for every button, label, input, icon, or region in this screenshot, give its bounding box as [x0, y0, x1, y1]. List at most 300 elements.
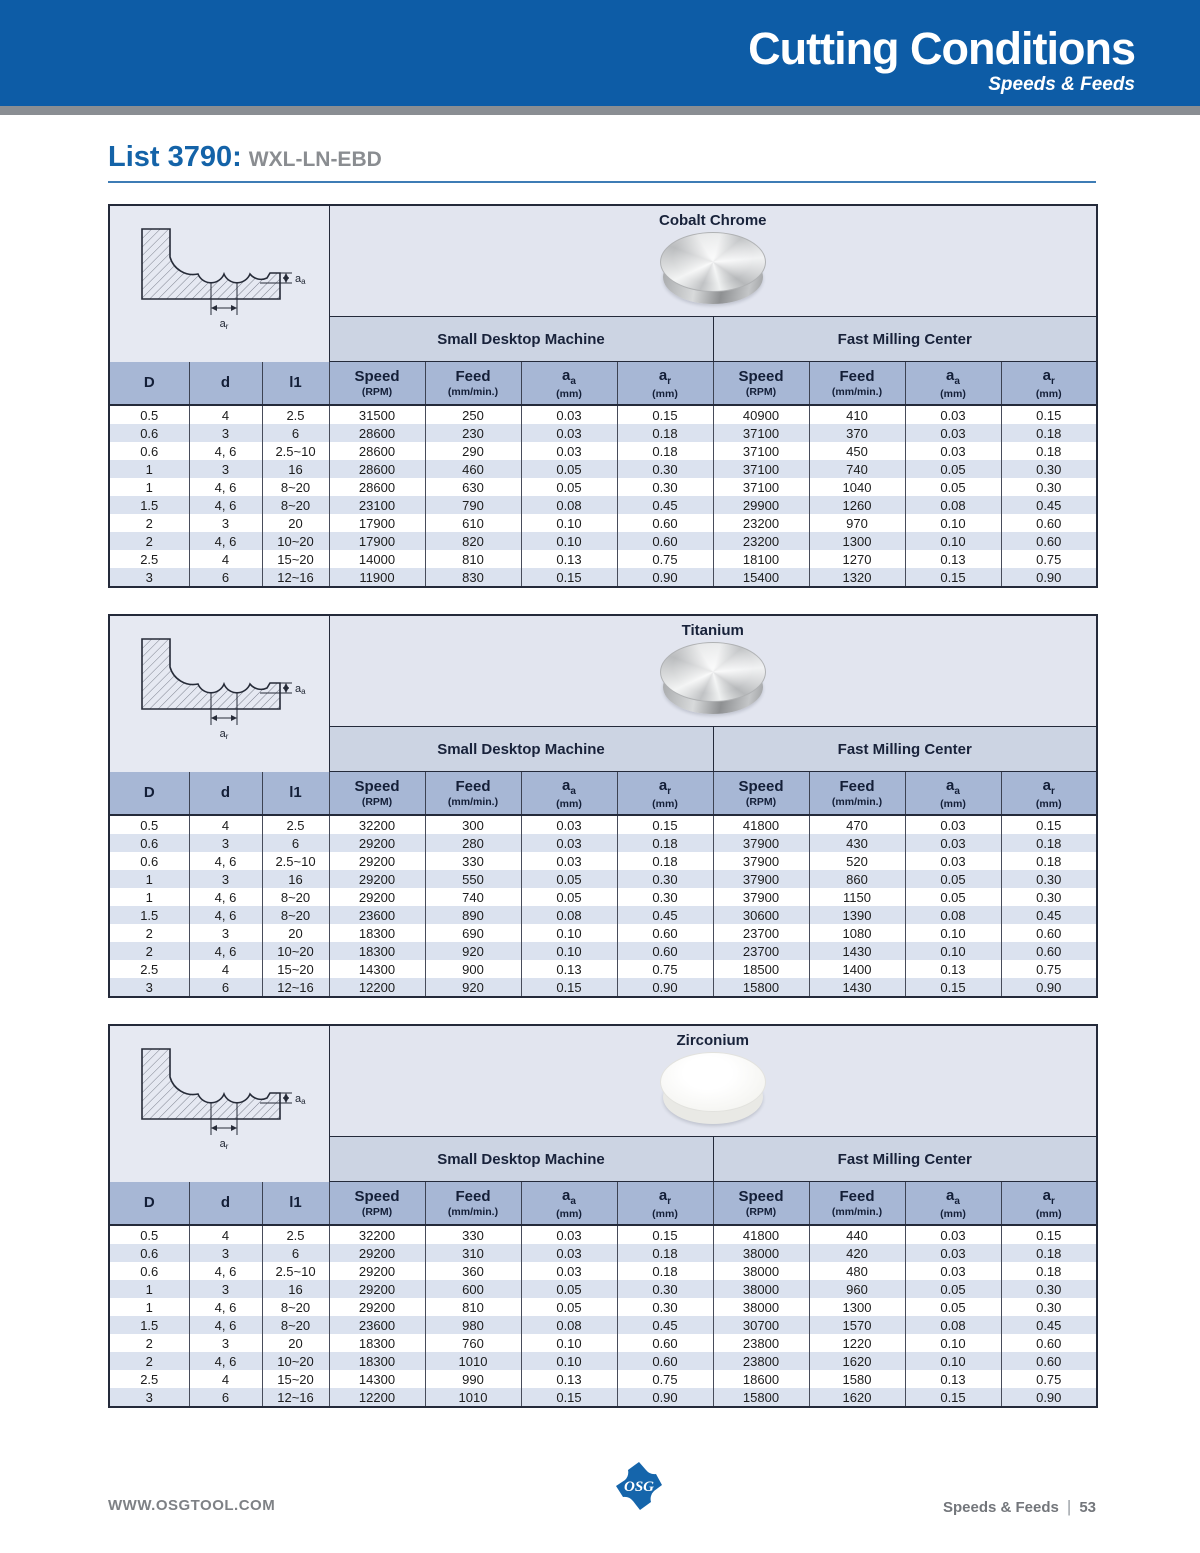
cell: 23100 [329, 496, 425, 514]
cell: 3 [189, 924, 262, 942]
cell: 10~20 [262, 532, 329, 550]
table-row [109, 1280, 1097, 1298]
cell: 1.5 [140, 497, 159, 513]
cell: 0.45 [1001, 906, 1097, 924]
cell: 15400 [713, 568, 809, 587]
machine-group-small-desktop: Small Desktop Machine [329, 317, 713, 362]
cell: 28600 [329, 460, 425, 478]
cell: 4, 6 [189, 532, 262, 550]
cell: 0.18 [1001, 852, 1097, 870]
cell: 0.03 [905, 852, 1001, 870]
cell: 15~20 [262, 550, 329, 568]
cell: 0.13 [905, 1370, 1001, 1388]
cell: 0.08 [905, 906, 1001, 924]
col-header-l1: l1 [262, 362, 329, 406]
cell: 0.30 [1001, 1280, 1097, 1298]
cell: 0.6 [140, 425, 159, 441]
cell: 23600 [329, 1316, 425, 1334]
cell: 0.18 [617, 424, 713, 442]
cell: 41800 [713, 815, 809, 834]
logo-text: OSG [623, 1479, 655, 1495]
cell: 0.18 [617, 1244, 713, 1262]
cell: 860 [809, 870, 905, 888]
cell: 430 [809, 834, 905, 852]
cell: 0.60 [1001, 1334, 1097, 1352]
cell: 0.75 [1001, 550, 1097, 568]
cell: 20 [262, 1334, 329, 1352]
cell: 1580 [809, 1370, 905, 1388]
cell: 0.30 [1001, 870, 1097, 888]
cell: 0.30 [617, 888, 713, 906]
cell: 2.5~10 [262, 852, 329, 870]
cell: 0.15 [1001, 1225, 1097, 1244]
cell: 32200 [329, 815, 425, 834]
cell: 0.75 [1001, 1370, 1097, 1388]
cell: 20 [262, 514, 329, 532]
cell: 0.13 [905, 550, 1001, 568]
cell: 900 [425, 960, 521, 978]
cell: 0.18 [1001, 424, 1097, 442]
cell: 2 [145, 533, 153, 549]
cell: 6 [189, 1388, 262, 1407]
cell: 0.15 [521, 1388, 617, 1407]
table-row [109, 978, 1097, 997]
cell: 4, 6 [189, 1316, 262, 1334]
series-name: WXL-LN-EBD [248, 148, 382, 171]
cell: 1300 [809, 1298, 905, 1316]
cell: 0.60 [1001, 532, 1097, 550]
cell: 3 [145, 1389, 153, 1405]
cell: 38000 [713, 1262, 809, 1280]
cell: 810 [425, 550, 521, 568]
table-row [109, 405, 1097, 424]
cell: 0.08 [521, 906, 617, 924]
cell: 10~20 [262, 1352, 329, 1370]
col-header-speed-fast: Speed (RPM) [713, 1182, 809, 1226]
cell: 0.6 [140, 835, 159, 851]
col-header-l1: l1 [262, 1182, 329, 1226]
cell: 2.5 [140, 961, 159, 977]
cell: 0.15 [905, 1388, 1001, 1407]
page-heading [108, 141, 1096, 183]
cell: 0.18 [617, 442, 713, 460]
cell: 0.03 [521, 442, 617, 460]
cell: 4 [189, 815, 262, 834]
cell: 3 [189, 870, 262, 888]
cell: 0.60 [1001, 1352, 1097, 1370]
cell: 1260 [809, 496, 905, 514]
footer-website-link[interactable]: WWW.OSGTOOL.COM [108, 1497, 276, 1514]
col-header-speed-small: Speed (RPM) [329, 1182, 425, 1226]
col-header-speed-fast: Speed (RPM) [713, 772, 809, 816]
cell: 0.60 [617, 1334, 713, 1352]
cell: 310 [425, 1244, 521, 1262]
cell: 8~20 [262, 888, 329, 906]
cell: 29200 [329, 1280, 425, 1298]
cell: 1430 [809, 942, 905, 960]
aa-dim-label: aa [295, 1092, 306, 1106]
cell: 0.18 [617, 834, 713, 852]
table-row [109, 1316, 1097, 1334]
cell: 230 [425, 424, 521, 442]
cell: 14300 [329, 960, 425, 978]
table-row [109, 1244, 1097, 1262]
table-row [109, 852, 1097, 870]
cell: 2 [145, 943, 153, 959]
cell: 37100 [713, 460, 809, 478]
machine-group-small-desktop: Small Desktop Machine [329, 727, 713, 772]
cell: 290 [425, 442, 521, 460]
cell: 0.08 [905, 1316, 1001, 1334]
col-header-speed-small: Speed (RPM) [329, 362, 425, 406]
material-header [329, 205, 1097, 317]
aa-dim-label: aa [295, 682, 306, 696]
cell: 4, 6 [189, 478, 262, 496]
cell: 790 [425, 496, 521, 514]
cell: 2 [145, 1353, 153, 1369]
cell: 0.03 [905, 815, 1001, 834]
table-row [109, 960, 1097, 978]
cell: 1080 [809, 924, 905, 942]
cell: 4, 6 [189, 906, 262, 924]
cell: 0.03 [905, 834, 1001, 852]
cell: 0.30 [617, 478, 713, 496]
cell: 0.15 [617, 1225, 713, 1244]
cell: 630 [425, 478, 521, 496]
osg-logo-icon [614, 1459, 664, 1513]
cell: 410 [809, 405, 905, 424]
cell: 0.03 [521, 424, 617, 442]
table-row [109, 550, 1097, 568]
cell: 0.18 [1001, 1262, 1097, 1280]
table-row [109, 1388, 1097, 1407]
cell: 4, 6 [189, 888, 262, 906]
cell: 600 [425, 1280, 521, 1298]
cell: 0.30 [617, 460, 713, 478]
cell: 0.10 [905, 1334, 1001, 1352]
cell: 1220 [809, 1334, 905, 1352]
cell: 37900 [713, 888, 809, 906]
cell: 520 [809, 852, 905, 870]
cell: 0.6 [140, 1263, 159, 1279]
cell: 0.90 [617, 978, 713, 997]
table-row [109, 924, 1097, 942]
cell: 0.13 [905, 960, 1001, 978]
cell: 740 [425, 888, 521, 906]
cell: 0.10 [905, 532, 1001, 550]
cell: 0.15 [617, 405, 713, 424]
cell: 17900 [329, 532, 425, 550]
cell: 0.15 [521, 568, 617, 587]
cell: 0.5 [140, 817, 159, 833]
cell: 6 [262, 424, 329, 442]
cell: 12200 [329, 1388, 425, 1407]
cell: 0.10 [905, 514, 1001, 532]
cell: 0.10 [521, 514, 617, 532]
cell: 0.05 [905, 1280, 1001, 1298]
cell: 0.05 [905, 1298, 1001, 1316]
table-row [109, 888, 1097, 906]
cell: 280 [425, 834, 521, 852]
disc-face [660, 1052, 766, 1112]
table-row [109, 532, 1097, 550]
cell: 450 [809, 442, 905, 460]
footer-page-info [943, 1497, 1096, 1517]
cell: 0.05 [521, 1298, 617, 1316]
col-header-D: D [109, 772, 189, 816]
cell: 1570 [809, 1316, 905, 1334]
cell: 1010 [425, 1352, 521, 1370]
cell: 0.10 [905, 942, 1001, 960]
table-row [109, 1352, 1097, 1370]
cell: 20 [262, 924, 329, 942]
cell: 0.75 [617, 1370, 713, 1388]
table-row [109, 1370, 1097, 1388]
cell: 2.5 [262, 1225, 329, 1244]
table-body [109, 1225, 1097, 1407]
banner-subtitle: Speeds & Feeds [988, 74, 1135, 95]
cell: 0.05 [521, 460, 617, 478]
cell: 15800 [713, 978, 809, 997]
cell: 1620 [809, 1352, 905, 1370]
cell: 38000 [713, 1280, 809, 1298]
col-header-aa-small: $a_a$ (mm) [521, 772, 617, 816]
cell: 12~16 [262, 1388, 329, 1407]
banner-divider-bar [0, 106, 1200, 115]
cutting-conditions-table [108, 614, 1200, 998]
table-row [109, 1298, 1097, 1316]
cell: 4 [189, 960, 262, 978]
material-header [329, 615, 1097, 727]
cell: 18300 [329, 942, 425, 960]
cell: 30700 [713, 1316, 809, 1334]
cell: 300 [425, 815, 521, 834]
cell: 0.03 [521, 1262, 617, 1280]
cell: 360 [425, 1262, 521, 1280]
cell: 37900 [713, 834, 809, 852]
table-body [109, 405, 1097, 587]
cell: 0.6 [140, 853, 159, 869]
col-header-ar-fast: $a_r$ (mm) [1001, 362, 1097, 406]
table-row [109, 1262, 1097, 1280]
cell: 38000 [713, 1244, 809, 1262]
cell: 3 [145, 979, 153, 995]
cell: 0.05 [521, 478, 617, 496]
col-header-D: D [109, 1182, 189, 1226]
cell: 0.03 [521, 815, 617, 834]
machine-group-fast-milling: Fast Milling Center [713, 317, 1097, 362]
table-body [109, 815, 1097, 997]
cell: 1270 [809, 550, 905, 568]
table-row [109, 906, 1097, 924]
cell: 1040 [809, 478, 905, 496]
cell: 23700 [713, 924, 809, 942]
table-row [109, 424, 1097, 442]
cell: 0.30 [1001, 460, 1097, 478]
cell: 0.45 [617, 1316, 713, 1334]
cell: 2 [145, 925, 153, 941]
cell: 23800 [713, 1334, 809, 1352]
cell: 0.15 [905, 978, 1001, 997]
cell: 420 [809, 1244, 905, 1262]
page-footer [0, 1455, 1200, 1535]
table-row [109, 460, 1097, 478]
cell: 0.6 [140, 1245, 159, 1261]
cell: 920 [425, 978, 521, 997]
cell: 32200 [329, 1225, 425, 1244]
cell: 3 [189, 834, 262, 852]
cell: 18300 [329, 1352, 425, 1370]
cell: 0.05 [905, 478, 1001, 496]
cell: 8~20 [262, 478, 329, 496]
cutting-conditions-table [108, 204, 1200, 588]
cell: 10~20 [262, 942, 329, 960]
footer-section-label: Speeds & Feeds [943, 1499, 1059, 1516]
cell: 18500 [713, 960, 809, 978]
cell: 4 [189, 1370, 262, 1388]
list-number: List 3790: [108, 141, 242, 173]
table-row [109, 1334, 1097, 1352]
cell: 2 [145, 515, 153, 531]
material-name: Zirconium [676, 1032, 749, 1049]
col-header-feed-small: Feed (mm/min.) [425, 772, 521, 816]
cell: 0.03 [521, 1244, 617, 1262]
cell: 0.30 [617, 1280, 713, 1298]
cell: 30600 [713, 906, 809, 924]
cell: 37900 [713, 870, 809, 888]
cell: 0.18 [617, 852, 713, 870]
cell: 610 [425, 514, 521, 532]
cell: 2.5 [140, 1371, 159, 1387]
cell: 0.05 [905, 870, 1001, 888]
cell: 0.90 [1001, 978, 1097, 997]
cell: 990 [425, 1370, 521, 1388]
cell: 0.10 [905, 1352, 1001, 1370]
cell: 23800 [713, 1352, 809, 1370]
cell: 6 [189, 568, 262, 587]
material-name: Cobalt Chrome [659, 212, 767, 229]
cell: 480 [809, 1262, 905, 1280]
cell: 29200 [329, 1298, 425, 1316]
cell: 0.03 [521, 405, 617, 424]
cell: 2.5 [140, 551, 159, 567]
cell: 0.03 [905, 1225, 1001, 1244]
cell: 23200 [713, 532, 809, 550]
cell: 12~16 [262, 978, 329, 997]
cell: 2.5~10 [262, 1262, 329, 1280]
col-header-ar-fast: $a_r$ (mm) [1001, 1182, 1097, 1226]
cell: 1400 [809, 960, 905, 978]
col-header-ar-fast: $a_r$ (mm) [1001, 772, 1097, 816]
cell: 0.60 [617, 924, 713, 942]
material-header [329, 1025, 1097, 1137]
cell: 4 [189, 405, 262, 424]
cell: 0.10 [521, 532, 617, 550]
cell: 890 [425, 906, 521, 924]
cell: 2.5 [262, 815, 329, 834]
cell: 23600 [329, 906, 425, 924]
cell: 4 [189, 1225, 262, 1244]
cell: 1620 [809, 1388, 905, 1407]
cell: 0.18 [617, 1262, 713, 1280]
cell: 4, 6 [189, 442, 262, 460]
col-header-feed-small: Feed (mm/min.) [425, 1182, 521, 1226]
cell: 0.10 [521, 1334, 617, 1352]
table-row [109, 1225, 1097, 1244]
cell: 0.05 [521, 1280, 617, 1298]
cell: 830 [425, 568, 521, 587]
cell: 6 [262, 834, 329, 852]
col-header-ar-small: $a_r$ (mm) [617, 1182, 713, 1226]
page-number: 53 [1079, 1499, 1096, 1516]
ar-dim-label: ar [219, 317, 229, 331]
page-banner [0, 0, 1200, 106]
cell: 29200 [329, 888, 425, 906]
cell: 17900 [329, 514, 425, 532]
cell: 1.5 [140, 1317, 159, 1333]
cell: 0.60 [617, 532, 713, 550]
cell: 28600 [329, 424, 425, 442]
cell: 0.03 [905, 1244, 1001, 1262]
cell: 740 [809, 460, 905, 478]
cell: 28600 [329, 442, 425, 460]
cell: 0.18 [1001, 1244, 1097, 1262]
cell: 960 [809, 1280, 905, 1298]
table-row [109, 442, 1097, 460]
col-header-aa-fast: $a_a$ (mm) [905, 1182, 1001, 1226]
cell: 0.60 [1001, 942, 1097, 960]
cell: 0.6 [140, 443, 159, 459]
cell: 820 [425, 532, 521, 550]
cell: 0.13 [521, 1370, 617, 1388]
cell: 0.03 [905, 424, 1001, 442]
cell: 29200 [329, 870, 425, 888]
cell: 0.15 [521, 978, 617, 997]
cell: 4, 6 [189, 1298, 262, 1316]
col-header-l1: l1 [262, 772, 329, 816]
cell: 29200 [329, 1262, 425, 1280]
disc-face [660, 232, 766, 292]
cell: 0.75 [617, 960, 713, 978]
cell: 1 [145, 479, 153, 495]
cell: 0.15 [1001, 405, 1097, 424]
cell: 1320 [809, 568, 905, 587]
col-header-speed-fast: Speed (RPM) [713, 362, 809, 406]
cell: 4, 6 [189, 852, 262, 870]
cell: 38000 [713, 1298, 809, 1316]
tool-profile-diagram [109, 1025, 329, 1182]
cell: 0.10 [521, 942, 617, 960]
col-header-feed-small: Feed (mm/min.) [425, 362, 521, 406]
cell: 12~16 [262, 568, 329, 587]
cell: 3 [145, 569, 153, 585]
cell: 330 [425, 852, 521, 870]
material-disc-image [660, 1052, 766, 1126]
cell: 0.08 [521, 496, 617, 514]
ar-dim-label: ar [219, 727, 229, 741]
cell: 0.03 [521, 1225, 617, 1244]
cell: 6 [262, 1244, 329, 1262]
tool-profile-diagram [109, 205, 329, 362]
table-row [109, 568, 1097, 587]
table-row [109, 815, 1097, 834]
cell: 0.60 [617, 942, 713, 960]
cell: 0.60 [617, 1352, 713, 1370]
machine-group-small-desktop: Small Desktop Machine [329, 1137, 713, 1182]
cell: 0.03 [521, 834, 617, 852]
cell: 12200 [329, 978, 425, 997]
col-header-ar-small: $a_r$ (mm) [617, 362, 713, 406]
